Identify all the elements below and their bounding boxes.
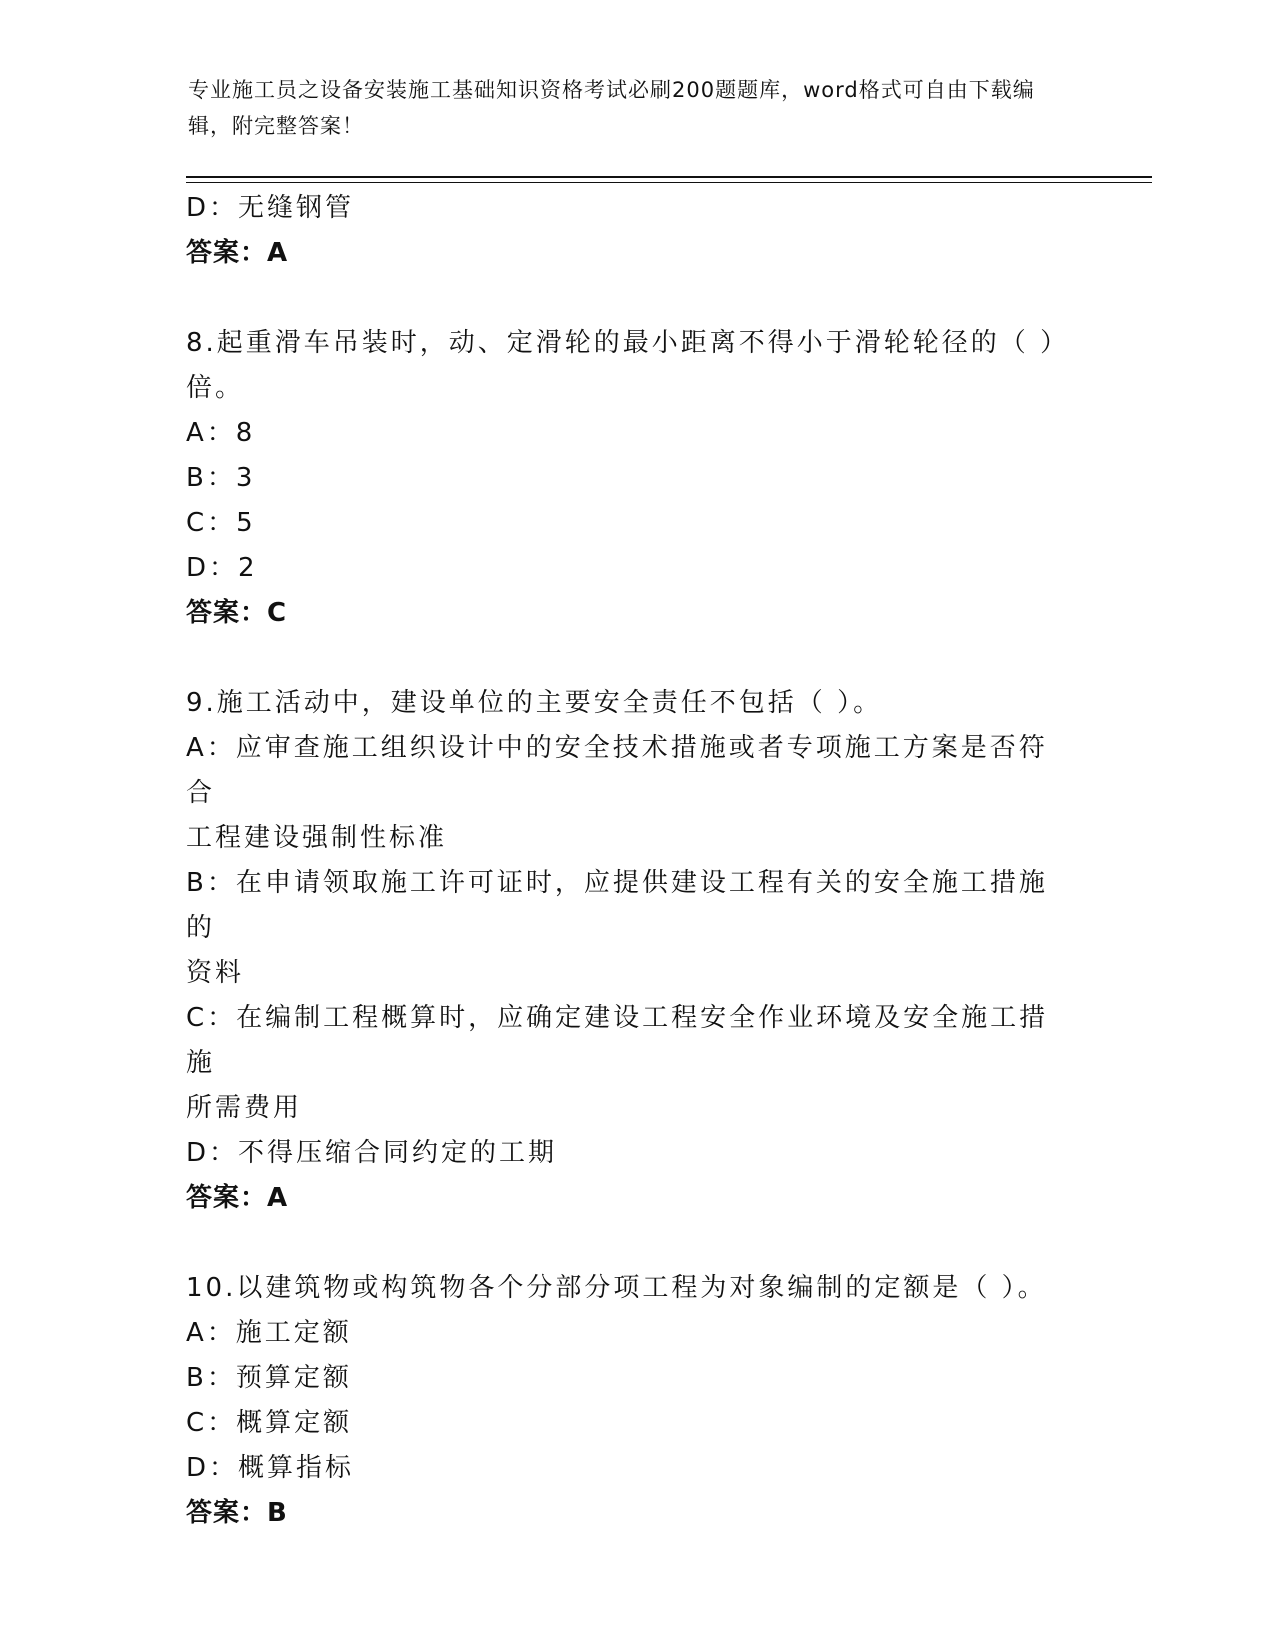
question-stem: 10.以建筑物或构筑物各个分部分项工程为对象编制的定额是（ ）。	[186, 1273, 1047, 1303]
option-b: B：在申请领取施工许可证时，应提供建设工程有关的安全施工措施的	[186, 868, 1048, 943]
spacer	[186, 1221, 1066, 1266]
answer-text: 答案：A	[186, 1183, 289, 1213]
option-a: A：8	[186, 418, 256, 448]
answer-text: 答案：B	[186, 1498, 288, 1528]
question-stem-continued: 倍。	[186, 373, 245, 403]
option-b: B：3	[186, 463, 256, 493]
spacer	[186, 276, 1066, 321]
document-header	[188, 72, 1068, 144]
document-body	[186, 186, 1070, 1536]
header-divider-thick	[186, 176, 1152, 178]
header-title: 专业施工员之设备安装施工基础知识资格考试必刷200题题库，word格式可自由下载编辑，附完整答案！	[188, 78, 1035, 138]
option-c: C：5	[186, 508, 256, 538]
question-10	[186, 1266, 1066, 1536]
option-b: B：预算定额	[186, 1363, 352, 1393]
option-d: D：概算指标	[186, 1453, 355, 1483]
question-stem: 8.起重滑车吊装时，动、定滑轮的最小距离不得小于滑轮轮径的（ ）	[186, 328, 1070, 358]
spacer	[186, 636, 1066, 681]
option-a: A：施工定额	[186, 1318, 352, 1348]
answer-text: 答案：A	[186, 238, 289, 268]
question-9	[186, 681, 1066, 1221]
option-d: D：2	[186, 553, 258, 583]
question-8	[186, 321, 1070, 636]
answer-text: 答案：C	[186, 598, 288, 628]
option-a-continued: 工程建设强制性标准	[186, 823, 448, 853]
option-d: D：不得压缩合同约定的工期	[186, 1138, 558, 1168]
option-c-continued: 所需费用	[186, 1093, 303, 1123]
option-b-continued: 资料	[186, 958, 245, 988]
option-c: C：在编制工程概算时，应确定建设工程安全作业环境及安全施工措施	[186, 1003, 1049, 1078]
question-stem: 9.施工活动中，建设单位的主要安全责任不包括（ ）。	[186, 688, 883, 718]
header-divider-thin	[186, 182, 1152, 183]
option-c: C：概算定额	[186, 1408, 353, 1438]
option-a: A：应审查施工组织设计中的安全技术措施或者专项施工方案是否符合	[186, 733, 1048, 808]
option-text: D：无缝钢管	[186, 193, 355, 223]
